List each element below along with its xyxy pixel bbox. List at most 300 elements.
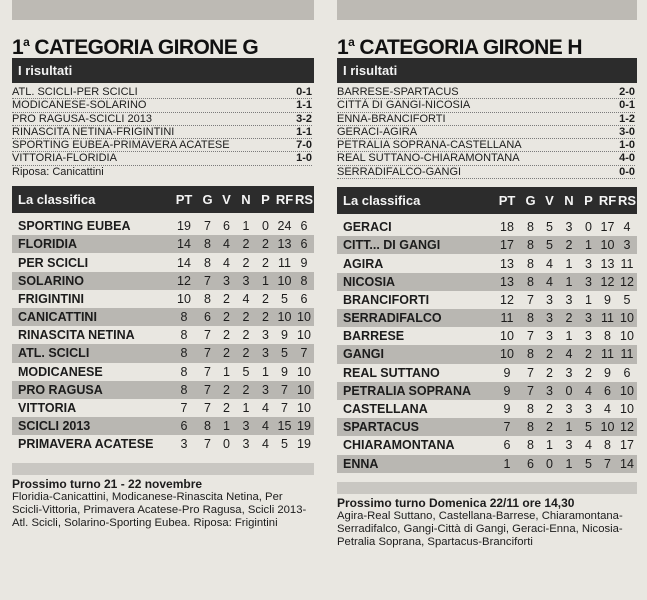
team-name: AGIRA: [343, 256, 384, 271]
stat-n: 2: [242, 328, 250, 343]
stat-pt: 14: [177, 237, 191, 252]
stat-p: 1: [262, 273, 269, 288]
result-match: ENNA-BRANCIFORTI: [337, 112, 446, 125]
stat-g: 8: [204, 255, 211, 270]
standings-row: [12, 381, 314, 399]
result-score: 1-1: [296, 125, 312, 138]
team-name: ENNA: [343, 456, 379, 471]
result-match: SPORTING EUBEA-PRIMAVERA ACATESE: [12, 139, 230, 152]
stat-pt: 19: [177, 219, 191, 234]
result-match: ATL. SCICLI-PER SCICLI: [12, 86, 138, 98]
stat-rs: 4: [623, 220, 631, 235]
stat-pt: 1: [503, 456, 511, 471]
next-round-fixtures: Floridia-Canicattini, Modicanese-Rinascita Netina, Per Scicli-Vittoria, Primavera Acatese-Pro Ragusa, Scicli 2013-Atl. Scicli, Solarino-Sporting Eubea. Riposa: Frigintini: [12, 490, 307, 529]
title-text: CATEGORIA GIRONE G: [29, 36, 259, 59]
stat-pt: 13: [500, 274, 514, 289]
results-header-label: I risultati: [18, 63, 73, 78]
stat-p: 3: [262, 328, 269, 343]
result-match: SERRADIFALCO-GANGI: [337, 165, 462, 178]
stat-rs: 3: [623, 238, 631, 253]
top-strip-right: [337, 0, 637, 20]
team-name: SERRADIFALCO: [343, 311, 442, 326]
result-row: [12, 126, 312, 139]
stat-rf: 9: [604, 365, 611, 380]
stat-g: 8: [204, 291, 211, 306]
stat-v: 0: [546, 456, 553, 471]
team-name: PER SCICLI: [18, 255, 89, 270]
stat-g: 8: [527, 220, 534, 235]
stat-g: 8: [527, 402, 534, 417]
stat-n: 3: [565, 220, 573, 235]
stat-g: 6: [527, 456, 534, 471]
standings-row: [12, 344, 314, 362]
stat-v: 0: [223, 437, 230, 452]
stat-p: 5: [585, 456, 592, 471]
result-score: 3-0: [619, 125, 635, 138]
stat-v: 2: [223, 291, 230, 306]
standings-table: [337, 218, 637, 473]
result-row: [337, 139, 635, 152]
result-score: 2-0: [619, 86, 635, 98]
col-header-v: V: [222, 192, 231, 208]
standings-row: [337, 273, 637, 291]
title-text: CATEGORIA GIRONE H: [354, 36, 582, 59]
stat-n: 3: [565, 292, 573, 307]
stat-rs: 5: [623, 292, 631, 307]
team-name: VITTORIA: [18, 401, 77, 416]
stat-rs: 6: [300, 237, 308, 252]
result-match: PETRALIA SOPRANA-CASTELLANA: [337, 139, 522, 152]
standings-row: [337, 418, 637, 436]
standings-row: [337, 236, 637, 254]
result-score: 1-0: [619, 139, 635, 152]
stat-rf: 10: [277, 273, 292, 288]
stat-rs: 11: [620, 256, 634, 271]
stat-v: 1: [546, 438, 553, 453]
stat-pt: 12: [177, 273, 191, 288]
stat-rf: 24: [277, 219, 292, 234]
team-name: CHIARAMONTANA: [343, 438, 455, 453]
stat-pt: 8: [180, 382, 188, 397]
stat-v: 3: [546, 329, 553, 344]
results-header: [337, 58, 637, 83]
stat-n: 2: [242, 346, 250, 361]
stat-n: 2: [242, 382, 250, 397]
col-header-p: P: [584, 193, 593, 209]
stat-rs: 14: [620, 456, 634, 471]
standings-row: [337, 436, 637, 454]
stat-g: 7: [204, 273, 211, 288]
stat-rs: 17: [620, 438, 634, 453]
standings-row: [337, 327, 637, 345]
result-match: PRO RAGUSA-SCICLI 2013: [12, 112, 152, 125]
stat-p: 4: [262, 419, 269, 434]
stat-pt: 10: [177, 291, 191, 306]
title-superscript: a: [348, 35, 355, 49]
stat-rf: 9: [281, 328, 288, 343]
result-row: [12, 139, 312, 152]
stat-n: 2: [242, 255, 250, 270]
stat-g: 7: [527, 365, 534, 380]
stat-v: 2: [223, 346, 230, 361]
stat-pt: 12: [500, 292, 514, 307]
stat-p: 1: [585, 238, 592, 253]
standings-row: [12, 435, 314, 453]
stat-rs: 10: [620, 383, 634, 398]
team-name: NICOSIA: [343, 274, 396, 289]
stat-rf: 9: [604, 292, 611, 307]
stat-v: 2: [546, 365, 553, 380]
stat-g: 7: [527, 329, 534, 344]
stat-n: 0: [565, 383, 573, 398]
stat-p: 2: [262, 291, 269, 306]
stat-p: 2: [585, 347, 592, 362]
stat-rs: 12: [620, 420, 634, 435]
stat-n: 1: [565, 256, 573, 271]
stat-rs: 10: [297, 310, 311, 325]
result-row: [337, 113, 635, 126]
team-name: CANICATTINI: [18, 310, 97, 325]
stat-rf: 10: [600, 420, 615, 435]
result-match: GERACI-AGIRA: [337, 125, 418, 138]
stat-g: 7: [204, 346, 211, 361]
next-round-title: Prossimo turno Domenica 22/11 ore 14,30: [337, 495, 575, 510]
result-match: VITTORIA-FLORIDIA: [12, 152, 117, 165]
stat-v: 5: [546, 238, 553, 253]
team-name: SPORTING EUBEA: [18, 219, 131, 234]
stat-g: 8: [204, 237, 211, 252]
stat-pt: 6: [503, 438, 511, 453]
result-score: 0-1: [296, 86, 312, 98]
stat-v: 1: [223, 419, 230, 434]
stat-pt: 8: [180, 328, 188, 343]
stat-p: 3: [585, 274, 592, 289]
results-header: [12, 58, 314, 83]
stat-n: 3: [242, 273, 250, 288]
stat-pt: 6: [180, 419, 188, 434]
result-match: MODICANESE-SOLARINO: [12, 99, 147, 112]
stat-rs: 11: [620, 347, 634, 362]
stat-rs: 6: [623, 365, 631, 380]
stat-p: 3: [262, 346, 269, 361]
standings-row: [337, 291, 637, 309]
result-score: 1-2: [619, 112, 635, 125]
stat-pt: 7: [180, 401, 188, 416]
stat-g: 8: [527, 238, 534, 253]
girone-h-column: [337, 22, 637, 549]
stat-rs: 10: [620, 329, 634, 344]
stat-g: 7: [527, 383, 534, 398]
stat-n: 1: [242, 401, 250, 416]
team-name: GERACI: [343, 220, 392, 235]
stat-p: 3: [585, 311, 592, 326]
stat-n: 3: [565, 438, 573, 453]
stat-v: 2: [546, 347, 553, 362]
team-name: ATL. SCICLI: [18, 346, 90, 361]
stat-rs: 6: [300, 291, 308, 306]
result-score: 0-0: [619, 165, 635, 178]
standings-row: [12, 399, 314, 417]
stat-rf: 8: [604, 329, 611, 344]
stat-rf: 7: [281, 401, 288, 416]
stat-g: 6: [204, 310, 211, 325]
standings-row: [12, 217, 314, 235]
stat-p: 1: [585, 292, 592, 307]
standings-row: [12, 290, 314, 308]
standings-row: [12, 272, 314, 290]
section-title: [337, 22, 637, 58]
stat-v: 4: [223, 255, 230, 270]
stat-g: 8: [527, 438, 534, 453]
stat-v: 3: [546, 383, 553, 398]
team-name: PRIMAVERA ACATESE: [18, 437, 154, 452]
stat-p: 2: [262, 310, 269, 325]
next-round: [12, 463, 314, 530]
col-header-n: N: [564, 193, 574, 209]
standings-row: [337, 309, 637, 327]
stat-g: 7: [204, 437, 211, 452]
stat-g: 7: [204, 382, 211, 397]
stat-g: 8: [527, 274, 534, 289]
team-name: RINASCITA NETINA: [18, 328, 135, 343]
stat-rs: 9: [300, 255, 308, 270]
stat-rs: 19: [297, 437, 311, 452]
stat-n: 3: [242, 437, 250, 452]
result-row: [337, 166, 635, 179]
section-title: [12, 22, 314, 58]
team-name: REAL SUTTANO: [343, 365, 440, 380]
standings-table: [12, 217, 314, 453]
col-header-n: N: [241, 192, 251, 208]
stat-g: 8: [204, 419, 211, 434]
team-name: SCICLI 2013: [18, 419, 91, 434]
col-header-pt: PT: [175, 192, 193, 208]
stat-p: 3: [585, 256, 592, 271]
stat-rf: 9: [281, 364, 288, 379]
standings-row: [337, 254, 637, 272]
result-row: [12, 99, 312, 112]
team-name: PRO RAGUSA: [18, 382, 103, 397]
stat-pt: 3: [180, 437, 188, 452]
standings-row: [337, 218, 637, 236]
stat-pt: 9: [503, 402, 511, 417]
stat-v: 3: [223, 273, 230, 288]
stat-v: 2: [546, 420, 553, 435]
stat-n: 4: [242, 291, 250, 306]
stat-n: 1: [565, 456, 573, 471]
stat-n: 1: [565, 420, 573, 435]
rest-text: Riposa: Canicattini: [12, 165, 104, 178]
results-header-label: I risultati: [343, 63, 398, 78]
stat-rs: 12: [620, 274, 634, 289]
stat-v: 4: [546, 256, 553, 271]
team-name: FRIGINTINI: [18, 291, 84, 306]
title-number: 1: [12, 36, 24, 59]
team-name: GANGI: [343, 347, 384, 362]
stat-v: 2: [223, 310, 230, 325]
stat-v: 5: [546, 220, 553, 235]
stat-rf: 5: [281, 437, 288, 452]
team-name: FLORIDIA: [18, 237, 78, 252]
stat-pt: 9: [503, 383, 511, 398]
result-score: 0-1: [619, 99, 635, 112]
next-round-fixtures: Agira-Real Suttano, Castellana-Barrese, Chiaramontana-Serradifalco, Gangi-Città di Gangi, Geraci-Enna, Nicosia-Petralia Soprana, Spartacus-Branciforti: [337, 509, 623, 548]
standings-row: [12, 417, 314, 435]
stat-p: 0: [585, 220, 592, 235]
results-list: [12, 86, 314, 178]
stat-rf: 11: [601, 347, 614, 362]
stat-rf: 10: [277, 310, 292, 325]
stat-n: 1: [565, 274, 573, 289]
team-name: SPARTACUS: [343, 420, 419, 435]
stat-pt: 13: [500, 256, 514, 271]
stat-rf: 4: [604, 402, 611, 417]
result-match: BARRESE-SPARTACUS: [337, 86, 459, 98]
stat-n: 3: [565, 365, 573, 380]
girone-g-column: [12, 22, 314, 530]
standings-row: [337, 364, 637, 382]
next-round: [337, 482, 637, 549]
standings-row: [337, 382, 637, 400]
stat-pt: 11: [500, 311, 514, 326]
result-score: 3-2: [296, 112, 312, 125]
col-header-v: V: [545, 193, 554, 209]
stat-v: 1: [223, 364, 230, 379]
stat-v: 3: [546, 292, 553, 307]
stat-pt: 7: [503, 420, 511, 435]
team-name: PETRALIA SOPRANA: [343, 383, 472, 398]
stat-v: 4: [546, 274, 553, 289]
standings-row: [12, 326, 314, 344]
stat-v: 2: [546, 402, 553, 417]
stat-pt: 8: [180, 310, 188, 325]
stat-p: 3: [262, 382, 269, 397]
col-header-g: G: [525, 193, 536, 209]
stat-p: 4: [262, 401, 269, 416]
standings-row: [12, 363, 314, 381]
stat-rs: 6: [300, 219, 308, 234]
team-name: BARRESE: [343, 329, 405, 344]
stat-p: 1: [262, 364, 269, 379]
stat-n: 2: [565, 238, 573, 253]
result-score: 1-0: [296, 152, 312, 165]
stat-rf: 12: [600, 274, 615, 289]
stat-rs: 10: [620, 402, 634, 417]
standings-header: [337, 187, 637, 214]
results-list: [337, 86, 637, 179]
stat-rf: 15: [277, 419, 292, 434]
stat-g: 8: [527, 311, 534, 326]
result-match: CITTÀ DI GANGI-NICOSIA: [337, 99, 471, 112]
standings-row: [12, 253, 314, 271]
result-row: [337, 126, 635, 139]
stat-g: 7: [204, 328, 211, 343]
stat-rf: 7: [281, 382, 288, 397]
result-match: REAL SUTTANO-CHIARAMONTANA: [337, 152, 520, 165]
standings-title: La classifica: [343, 193, 421, 209]
stat-n: 5: [242, 364, 250, 379]
stat-p: 2: [262, 255, 269, 270]
stat-g: 7: [204, 219, 211, 234]
stat-rf: 11: [601, 311, 614, 326]
stat-rs: 8: [300, 273, 308, 288]
stat-v: 6: [223, 219, 230, 234]
stat-pt: 18: [500, 220, 514, 235]
stat-v: 3: [546, 311, 553, 326]
stat-rf: 13: [277, 237, 292, 252]
result-score: 4-0: [619, 152, 635, 165]
stat-pt: 8: [180, 346, 188, 361]
stat-p: 4: [585, 383, 592, 398]
stat-rs: 19: [297, 419, 311, 434]
stat-g: 7: [204, 401, 211, 416]
stat-rf: 13: [600, 256, 615, 271]
stat-n: 1: [242, 219, 250, 234]
stat-rf: 7: [604, 456, 611, 471]
stat-rf: 10: [600, 238, 615, 253]
team-name: MODICANESE: [18, 364, 103, 379]
next-round-title: Prossimo turno 21 - 22 novembre: [12, 476, 203, 491]
col-header-pt: PT: [498, 193, 516, 209]
top-strip-left: [12, 0, 314, 20]
stat-g: 7: [527, 292, 534, 307]
stat-g: 8: [527, 347, 534, 362]
result-match: RINASCITA NETINA-FRIGINTINI: [12, 125, 175, 138]
stat-rs: 7: [300, 346, 308, 361]
stat-rs: 10: [297, 364, 311, 379]
col-header-rf: RF: [275, 192, 294, 208]
stat-rs: 10: [297, 382, 311, 397]
team-name: BRANCIFORTI: [343, 292, 430, 307]
team-name: CASTELLANA: [343, 402, 428, 417]
stat-n: 3: [565, 402, 573, 417]
stat-p: 0: [262, 219, 269, 234]
stat-pt: 17: [500, 238, 514, 253]
stat-pt: 10: [500, 329, 514, 344]
rest-note: [12, 166, 312, 178]
stat-v: 2: [223, 401, 230, 416]
stat-g: 8: [527, 420, 534, 435]
stat-pt: 9: [503, 365, 511, 380]
stat-rf: 17: [600, 220, 615, 235]
stat-rs: 10: [620, 311, 634, 326]
stat-rf: 8: [604, 438, 611, 453]
stat-p: 5: [585, 420, 592, 435]
stat-p: 3: [585, 329, 592, 344]
standings-header: [12, 186, 314, 213]
stat-v: 2: [223, 328, 230, 343]
team-name: CITT... DI GANGI: [343, 238, 441, 253]
result-score: 1-1: [296, 99, 312, 112]
stat-rf: 5: [281, 291, 288, 306]
stat-p: 3: [585, 402, 592, 417]
standings-row: [337, 400, 637, 418]
stat-n: 3: [242, 419, 250, 434]
title-number: 1: [337, 36, 349, 59]
stat-pt: 10: [500, 347, 514, 362]
result-row: [337, 152, 635, 165]
stat-p: 4: [262, 437, 269, 452]
col-header-rs: RS: [617, 193, 637, 209]
standings-row: [337, 345, 637, 363]
stat-p: 4: [585, 438, 592, 453]
col-header-rs: RS: [294, 192, 314, 208]
title-superscript: a: [23, 35, 30, 49]
standings-row: [12, 308, 314, 326]
stat-pt: 8: [180, 364, 188, 379]
stat-pt: 14: [177, 255, 191, 270]
stat-rs: 10: [297, 328, 311, 343]
